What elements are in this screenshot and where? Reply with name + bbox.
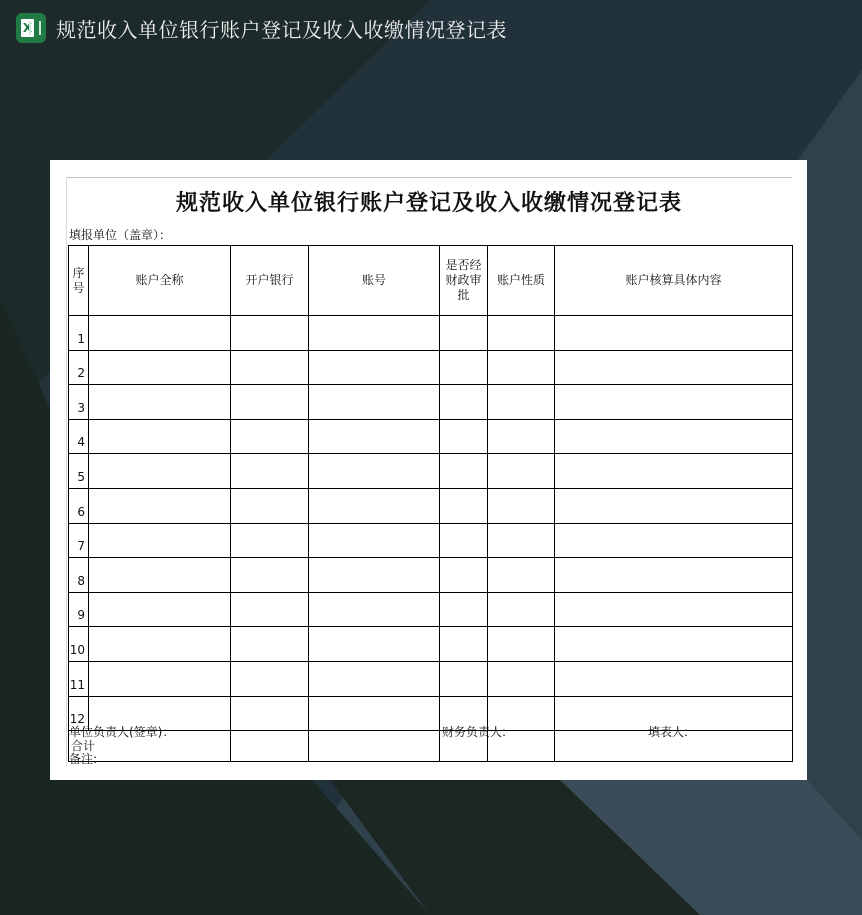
table-cell xyxy=(555,419,793,454)
table-cell xyxy=(309,661,440,696)
table-cell xyxy=(555,592,793,627)
table-row xyxy=(69,488,793,523)
table-cell xyxy=(440,661,488,696)
table-cell xyxy=(488,316,555,351)
table-cell xyxy=(89,661,231,696)
registration-table xyxy=(68,245,793,762)
row-number: 2 xyxy=(69,350,89,385)
table-cell xyxy=(231,350,309,385)
row-number: 8 xyxy=(69,558,89,593)
table-cell xyxy=(440,419,488,454)
table-cell xyxy=(488,661,555,696)
row-number: 10 xyxy=(69,627,89,662)
table-cell xyxy=(440,627,488,662)
table-cell xyxy=(440,316,488,351)
table-cell xyxy=(440,454,488,489)
table-cell xyxy=(231,731,309,762)
table-cell xyxy=(440,558,488,593)
header-finance-approved: 是否经 财政审 批 xyxy=(440,246,488,316)
table-header-row xyxy=(69,246,793,316)
table-row xyxy=(69,661,793,696)
row-number: 4 xyxy=(69,419,89,454)
table-cell xyxy=(309,696,440,731)
table-cell xyxy=(89,350,231,385)
table-cell xyxy=(488,350,555,385)
table-cell xyxy=(231,661,309,696)
table-cell xyxy=(555,385,793,420)
table-row xyxy=(69,523,793,558)
row-number: 12 xyxy=(69,696,89,731)
header-bank: 开户银行 xyxy=(231,246,309,316)
table-cell xyxy=(89,385,231,420)
table-cell xyxy=(231,627,309,662)
table-cell xyxy=(309,316,440,351)
table-cell xyxy=(231,419,309,454)
table-cell xyxy=(89,488,231,523)
table-cell xyxy=(555,661,793,696)
table-cell xyxy=(231,316,309,351)
table-cell xyxy=(89,523,231,558)
app-title: 规范收入单位银行账户登记及收入收缴情况登记表 xyxy=(56,17,507,42)
table-cell xyxy=(488,558,555,593)
table-row xyxy=(69,454,793,489)
app-header xyxy=(16,12,507,44)
row-number: 11 xyxy=(69,661,89,696)
table-cell xyxy=(440,350,488,385)
table-cell xyxy=(309,731,440,762)
table-cell xyxy=(89,627,231,662)
unit-leader-label: 单位负责人(签章)： xyxy=(69,725,175,739)
document-title: 规范收入单位银行账户登记及收入收缴情况登记表 xyxy=(175,190,682,216)
table-body xyxy=(69,316,793,762)
table-cell xyxy=(231,592,309,627)
table-row xyxy=(69,350,793,385)
row-number: 5 xyxy=(69,454,89,489)
table-cell xyxy=(488,488,555,523)
sheet-left-border xyxy=(66,177,67,767)
table-cell xyxy=(309,350,440,385)
table-cell xyxy=(89,592,231,627)
table-row xyxy=(69,385,793,420)
table-cell xyxy=(488,454,555,489)
table-row xyxy=(69,419,793,454)
table-cell xyxy=(440,592,488,627)
note-label: 备注: xyxy=(69,752,98,766)
table-cell xyxy=(488,592,555,627)
row-number: 9 xyxy=(69,592,89,627)
fill-unit-label: 填报单位（盖章）： xyxy=(69,228,172,242)
finance-leader-label: 财务负责人: xyxy=(442,725,507,739)
table-cell xyxy=(309,558,440,593)
table-cell xyxy=(89,454,231,489)
spreadsheet-preview xyxy=(50,160,807,780)
table-row xyxy=(69,592,793,627)
table-cell xyxy=(440,385,488,420)
row-number: 3 xyxy=(69,385,89,420)
table-row xyxy=(69,627,793,662)
header-account-number: 账号 xyxy=(309,246,440,316)
table-cell xyxy=(555,488,793,523)
table-cell xyxy=(555,350,793,385)
table-row xyxy=(69,316,793,351)
table-row xyxy=(69,558,793,593)
table-cell xyxy=(309,523,440,558)
table-cell xyxy=(488,627,555,662)
header-account-type: 账户性质 xyxy=(488,246,555,316)
filler-label: 填表人: xyxy=(648,725,689,739)
table-cell xyxy=(555,454,793,489)
table-cell xyxy=(488,523,555,558)
table-cell xyxy=(309,419,440,454)
table-cell xyxy=(231,696,309,731)
table-cell xyxy=(488,385,555,420)
table-cell xyxy=(231,488,309,523)
table-cell xyxy=(488,419,555,454)
table-cell xyxy=(89,419,231,454)
table-cell xyxy=(555,558,793,593)
excel-icon-grid xyxy=(29,21,41,35)
table-cell xyxy=(555,627,793,662)
row-number: 6 xyxy=(69,488,89,523)
total-label: 合计 xyxy=(69,731,231,762)
excel-icon xyxy=(16,13,46,43)
table-cell xyxy=(231,385,309,420)
table-cell xyxy=(309,454,440,489)
table-cell xyxy=(440,488,488,523)
table-cell xyxy=(231,558,309,593)
table-cell xyxy=(89,558,231,593)
table-cell xyxy=(309,385,440,420)
table-cell xyxy=(555,523,793,558)
table-cell xyxy=(309,592,440,627)
header-account-name: 账户全称 xyxy=(89,246,231,316)
table-cell xyxy=(309,488,440,523)
table-cell xyxy=(555,316,793,351)
table-cell xyxy=(440,523,488,558)
table-cell xyxy=(89,316,231,351)
header-index: 序 号 xyxy=(69,246,89,316)
table-cell xyxy=(231,454,309,489)
row-number: 1 xyxy=(69,316,89,351)
row-number: 7 xyxy=(69,523,89,558)
header-accounting-content: 账户核算具体内容 xyxy=(555,246,793,316)
excel-icon-letter: X xyxy=(22,21,33,35)
table-cell xyxy=(231,523,309,558)
table-cell xyxy=(309,627,440,662)
sheet-top-border xyxy=(66,177,792,178)
